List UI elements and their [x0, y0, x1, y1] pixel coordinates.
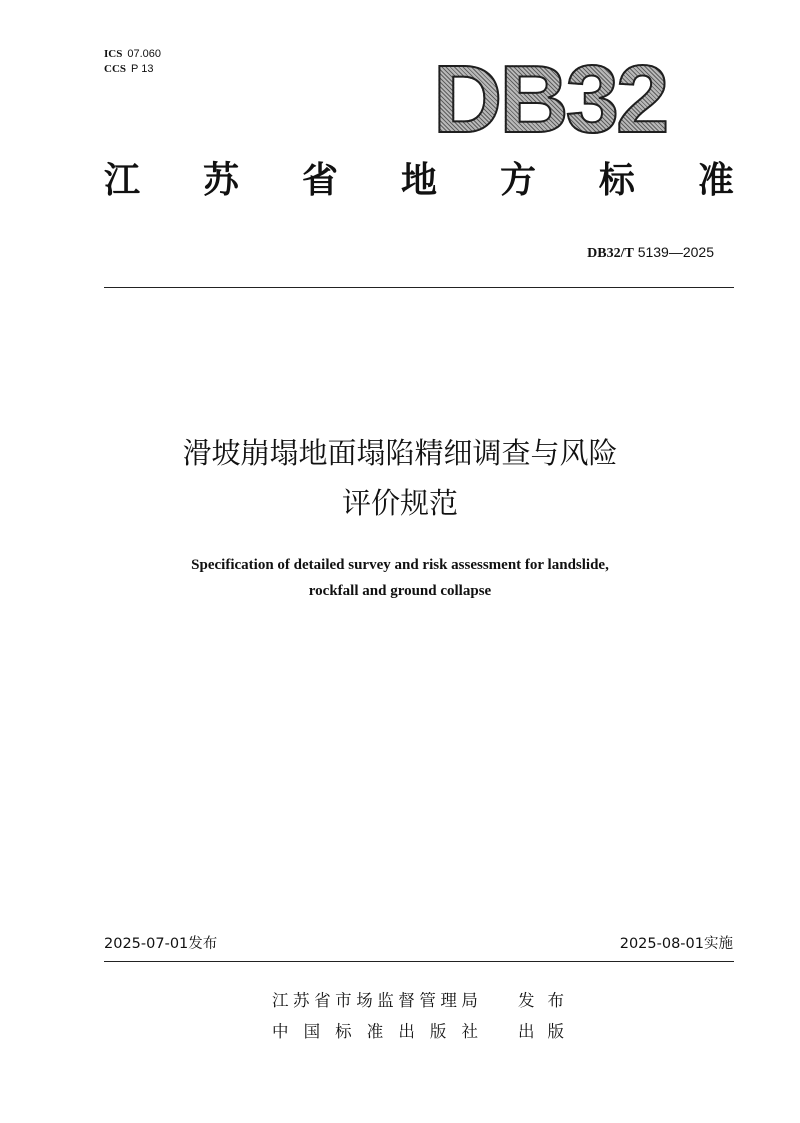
- org-char: 省: [314, 991, 331, 1010]
- org-char: 局: [461, 991, 478, 1010]
- ics-value: 07.060: [127, 48, 161, 60]
- implementation-date: 2025-08-01实施: [619, 936, 733, 952]
- action-char: 布: [547, 991, 564, 1010]
- org-char: 国: [303, 1022, 321, 1041]
- org-char: 场: [356, 991, 373, 1010]
- top-divider: [104, 287, 734, 288]
- action-char: 出: [518, 1022, 535, 1041]
- ccs-label: CCS: [104, 63, 127, 75]
- org-char: 督: [398, 991, 415, 1010]
- org-char: 标: [335, 1022, 352, 1041]
- standard-type-char: 准: [697, 160, 734, 201]
- publishing-house: [272, 1016, 478, 1047]
- ics-label: ICS: [104, 48, 123, 60]
- issue-action: [518, 985, 564, 1016]
- ccs-code: [104, 62, 161, 77]
- action-char: 发: [518, 991, 535, 1010]
- org-char: 管: [419, 991, 436, 1010]
- org-char: 苏: [293, 991, 310, 1010]
- english-title: [0, 552, 800, 604]
- standard-number: [587, 244, 714, 262]
- standard-number-prefix: DB32/T: [587, 246, 634, 261]
- publisher-block: [272, 985, 564, 1047]
- publishing-house-row: [272, 1016, 564, 1047]
- english-title-line-1: Specification of detailed survey and risk assessment for landslide,: [191, 557, 609, 573]
- action-char: 版: [547, 1022, 564, 1041]
- standard-type-char: 苏: [202, 160, 239, 201]
- standard-type-char: 省: [301, 160, 338, 201]
- org-char: 版: [429, 1022, 447, 1041]
- standard-type-char: 标: [598, 160, 635, 201]
- org-char: 社: [461, 1022, 478, 1041]
- bottom-divider: [104, 961, 734, 962]
- issuing-authority: [272, 985, 478, 1016]
- chinese-title-line-2: 评价规范: [341, 486, 458, 520]
- org-char: 出: [398, 1022, 415, 1041]
- standard-type-char: 江: [104, 160, 141, 201]
- org-char: 中: [272, 1022, 289, 1041]
- publish-action: [518, 1016, 564, 1047]
- issuing-authority-row: [272, 985, 564, 1016]
- standard-type-char: 地: [400, 160, 437, 201]
- org-char: 市: [335, 991, 352, 1010]
- release-date: 2025-07-01发布: [104, 936, 218, 952]
- standard-type-title: [104, 158, 734, 204]
- org-char: 准: [366, 1022, 384, 1041]
- chinese-title-line-1: 滑坡崩塌地面塌陷精细调查与风险: [182, 436, 618, 470]
- db32-logo: DB32: [433, 46, 667, 153]
- org-char: 监: [377, 991, 394, 1010]
- org-char: 理: [440, 991, 457, 1010]
- standard-type-char: 方: [499, 160, 536, 201]
- english-title-line-2: rockfall and ground collapse: [308, 583, 492, 599]
- org-char: 江: [272, 991, 289, 1010]
- ics-code: [104, 47, 161, 62]
- ccs-value: P 13: [131, 63, 154, 75]
- standard-number-value: 5139—2025: [637, 244, 714, 260]
- classification-codes: [104, 47, 161, 77]
